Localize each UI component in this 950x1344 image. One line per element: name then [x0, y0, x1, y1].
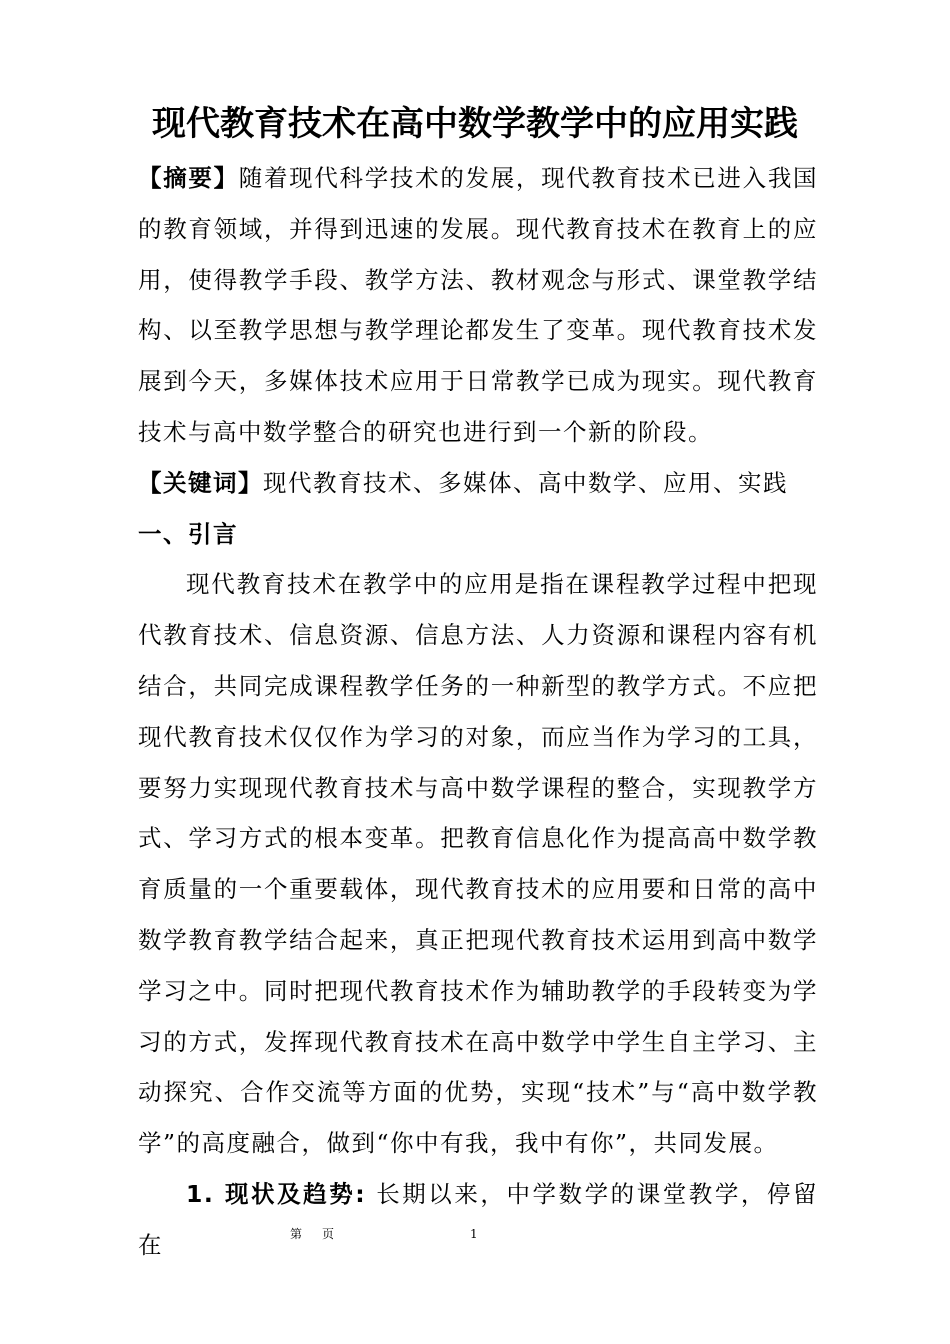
keywords-label: 【关键词】 — [138, 468, 263, 497]
document-title: 现代教育技术在高中数学教学中的应用实践 — [152, 104, 798, 144]
status-trend-label: 1. 现状及趋势: — [186, 1179, 367, 1208]
introduction-paragraph: 现代教育技术在教学中的应用是指在课程教学过程中把现代教育技术、信息资源、信息方法、人力资源和课程内容有机结合，共同完成课程教学任务的一种新型的教学方式。不应把现代教育技术仅仅作为学习的对象，而应当作为学习的工具，要努力实现现代教育技术与高中数学课程的整合，实现教学方式、学习方式的根本变革。把教育信息化作为提高高中数学教育质量的一个重要载体，现代教育技术的应用要和日常的高中数学教育教学结合起来，真正把现代教育技术运用到高中数学学习之中。同时把现代教育技术作为辅助教学的手段转变为学习的方式，发挥现代教育技术在高中数学中学生自主学习、主动探究、合作交流等方面的优势，实现“技术”与“高中数学教学”的高度融合，做到“你中有我，我中有你”，共同发展。 — [138, 570, 818, 1158]
abstract-text: 随着现代科学技术的发展，现代教育技术已进入我国的教育领域，并得到迅速的发展。现代教育技术在教育上的应用，使得教学手段、教学方法、教材观念与形式、课堂教学结构、以至教学思想与教学理论都发生了变革。现代教育技术发展到今天，多媒体技术应用于日常教学已成为现实。现代教育技术与高中数学整合的研究也进行到一个新的阶段。 — [138, 164, 819, 446]
abstract-paragraph — [138, 153, 818, 458]
section-heading-introduction: 一、引言 — [138, 519, 238, 548]
abstract-label: 【摘要】 — [138, 164, 239, 192]
status-trend-text: 长期以来，中学数学的课堂教学，停留在 — [138, 1179, 818, 1259]
document-body — [138, 153, 818, 1271]
page-footer — [0, 1224, 950, 1244]
status-trend-paragraph — [138, 1169, 818, 1271]
page-number: 1 — [470, 1227, 478, 1241]
page-label: 第页 — [290, 1227, 355, 1241]
keywords-paragraph — [138, 458, 818, 509]
keywords-text: 现代教育技术、多媒体、高中数学、应用、实践 — [263, 468, 788, 497]
